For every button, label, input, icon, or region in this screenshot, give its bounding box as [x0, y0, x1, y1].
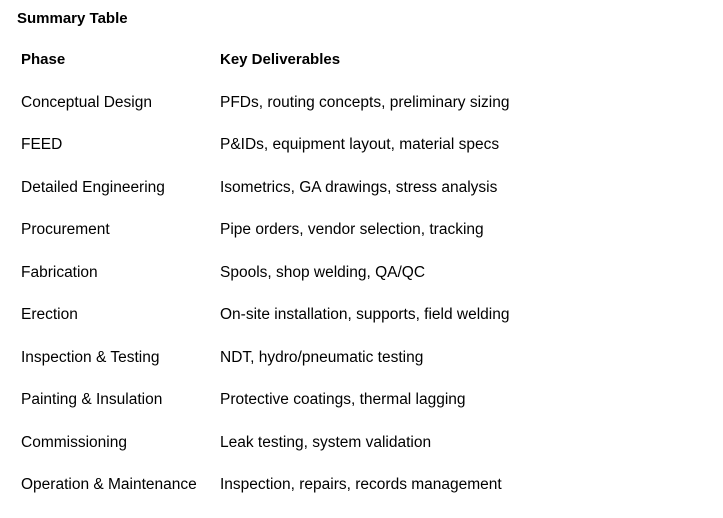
phase-cell: Procurement [21, 221, 110, 238]
table-row [21, 390, 711, 433]
deliverables-cell: Pipe orders, vendor selection, tracking [220, 221, 484, 238]
phase-cell: FEED [21, 136, 63, 153]
deliverables-cell: Leak testing, system validation [220, 433, 432, 451]
table-title: Summary Table [17, 10, 128, 27]
phase-cell: Conceptual Design [21, 93, 152, 111]
header-key-deliverables: Key Deliverables [220, 51, 341, 68]
deliverables-cell: NDT, hydro/pneumatic testing [220, 348, 424, 366]
table-row [21, 433, 711, 476]
table-row [21, 93, 711, 136]
table-row [21, 263, 711, 306]
phase-cell: Inspection & Testing [21, 348, 160, 366]
phase-cell: Fabrication [21, 263, 98, 281]
phase-cell: Detailed Engineering [21, 178, 165, 196]
table-row [21, 305, 711, 348]
deliverables-cell: PFDs, routing concepts, preliminary sizing [220, 93, 510, 111]
deliverables-cell: On-site installation, supports, field welding [220, 306, 510, 323]
header-phase: Phase [21, 51, 66, 68]
table-header-row [21, 50, 711, 93]
table-row [21, 178, 711, 221]
table-row [21, 475, 711, 518]
table-row [21, 220, 711, 263]
phase-cell: Painting & Insulation [21, 391, 163, 408]
phase-cell: Operation & Maintenance [21, 476, 197, 493]
deliverables-cell: Inspection, repairs, records management [220, 476, 502, 493]
deliverables-cell: Spools, shop welding, QA/QC [220, 263, 426, 281]
phase-cell: Erection [21, 306, 78, 323]
table-row [21, 135, 711, 178]
deliverables-cell: P&IDs, equipment layout, material specs [220, 136, 500, 153]
summary-table [21, 50, 711, 518]
deliverables-cell: Isometrics, GA drawings, stress analysis [220, 178, 498, 196]
phase-cell: Commissioning [21, 433, 127, 451]
deliverables-cell: Protective coatings, thermal lagging [220, 391, 466, 408]
table-row [21, 348, 711, 391]
